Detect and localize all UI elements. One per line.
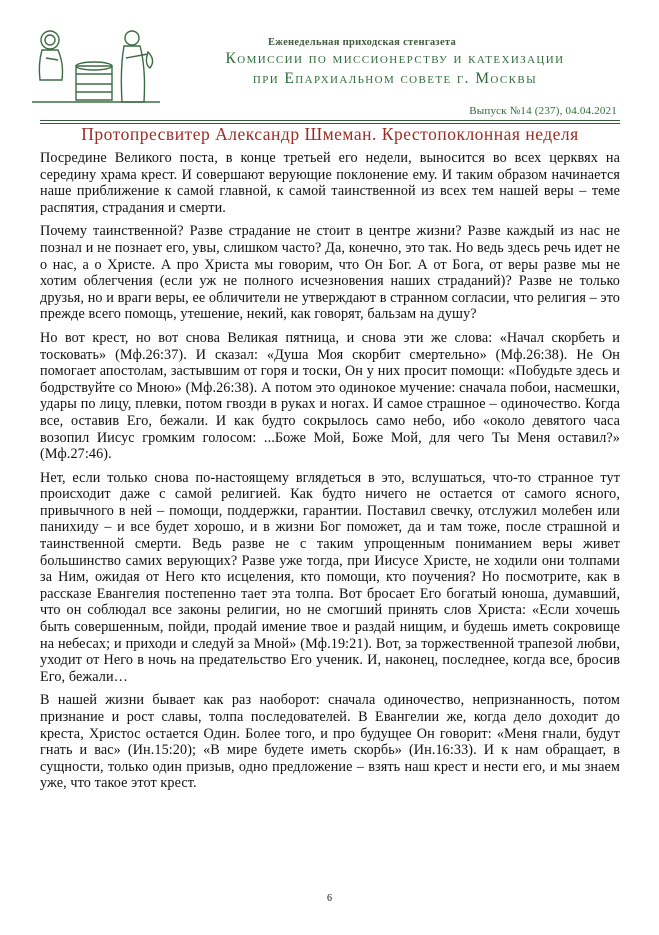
publication-name-line2: при Епархиальном совете г. Москвы xyxy=(252,70,538,87)
issue-info: Выпуск №14 (237), 04.04.2021 xyxy=(469,105,617,117)
publication-name-line1: Комиссии по миссионерству и катехизации xyxy=(225,50,565,67)
article-paragraph: Нет, если только снова по-настоящему вглядеться в это, вслушаться, что-то странное тут происходит даже с самой религией. Как будто ничего не остается от самого ясного, привычного в ней – помощи, поддержки, гарантии. Поставил свечку, отслужил молебен или панихиду – и все будет хорошо, и в жизни Бог поможет, да и там тоже, после страшной и таинственной смерти. Ведь разве не с таким упрощенным пониманием веры живет большинство самих верующих? Разве уже тогда, при Иисусе Христе, не ходили они толпами за Ним, ожидая от Него кто исцеления, кто помощи, кто поучения? Но посмотрите, как в рассказе Евангелия постепенно тает эта толпа. Вот бросает Его богатый юноша, думавший, что он соблюдал все законы религии, но не смогший принять слов Христа: «Если хочешь быть совершенным, пойди, продай имение твое и раздай нищим, и будешь иметь сокровище на небесах; и приходи и следуй за Мной» (Мф.19:21). Вот, за торжественной трапезой любви, уходит от Него в ночь на предательство Его ученик. И, наконец, последнее, когда все, бросив Его, бежали… xyxy=(40,469,620,685)
newspaper-header xyxy=(0,0,659,124)
christ-and-samaritan-woman-logo xyxy=(28,24,164,106)
article-body xyxy=(40,150,620,799)
page-number: 6 xyxy=(327,893,332,904)
article-paragraph: Посредине Великого поста, в конце третьей его недели, выносится во всех церквях на середину храма крест. И совершают верующие поклонение ему. И таким образом начинается наше приближение к самой главной, к самой таинственной из всех тем нашей веры – теме распятия, страдания и смерти. xyxy=(40,150,620,216)
article-paragraph: Но вот крест, но вот снова Великая пятница, и снова эти же слова: «Начал скорбеть и тосковать» (Мф.26:37). И сказал: «Душа Моя скорбит смертельно» (Мф.26:38). Не Он помогает апостолам, застывшим от горя и тоски, Он у них просит помощи: «Побудьте здесь и бодрствуйте со Мною» (Мф.26:38). А потом это одинокое мучение: сначала побои, насмешки, удары по лицу, плевки, потом гвозди в руках и ногах. И самое страшное – одиночество. Когда все, оставив Его, бежали. И как будто сокрылось само небо, ибо «около девятого часа возопил Иисус громким голосом: ...Боже Мой, Боже Мой, для чего Ты Меня оставил?» (Мф.27:46). xyxy=(40,329,620,463)
article-title: Протопресвитер Александр Шмеман. Крестопоклонная неделя xyxy=(81,124,579,144)
header-divider xyxy=(40,120,620,121)
article-paragraph: Почему таинственной? Разве страдание не стоит в центре жизни? Разве каждый из нас не познал и не познает его, увы, слишком часто? Да, конечно, это так. Но ведь здесь речь идет не о нас, а о Христе. А про Христа мы говорим, что Он Бог. А от Бога, от веры разве мы не хотим облегчения (если уж не полного исчезновения наших страданий)? Разве не только друзья, но и враги веры, ее обличители не утверждают в странном согласии, что религия – это прежде всего помощь, утешение, некий, как говорят, бальзам на душу? xyxy=(40,223,620,323)
publication-subtitle: Еженедельная приходская стенгазета xyxy=(268,37,457,48)
article-paragraph: В нашей жизни бывает как раз наоборот: сначала одиночество, непризнанность, потом признание и рост славы, толпа последователей. В Евангелии же, когда дело доходит до креста, Христос остается Один. Более того, и про будущее Он говорит: «Меня гнали, будут гнать и вас» (Ин.15:20); «В мире будете иметь скорбь» (Ин.16:33). И к нам обращает, в сущности, только один призыв, одно предложение – взять наш крест и нести его, и мы знаем уже, что такое этот крест. xyxy=(40,692,620,792)
